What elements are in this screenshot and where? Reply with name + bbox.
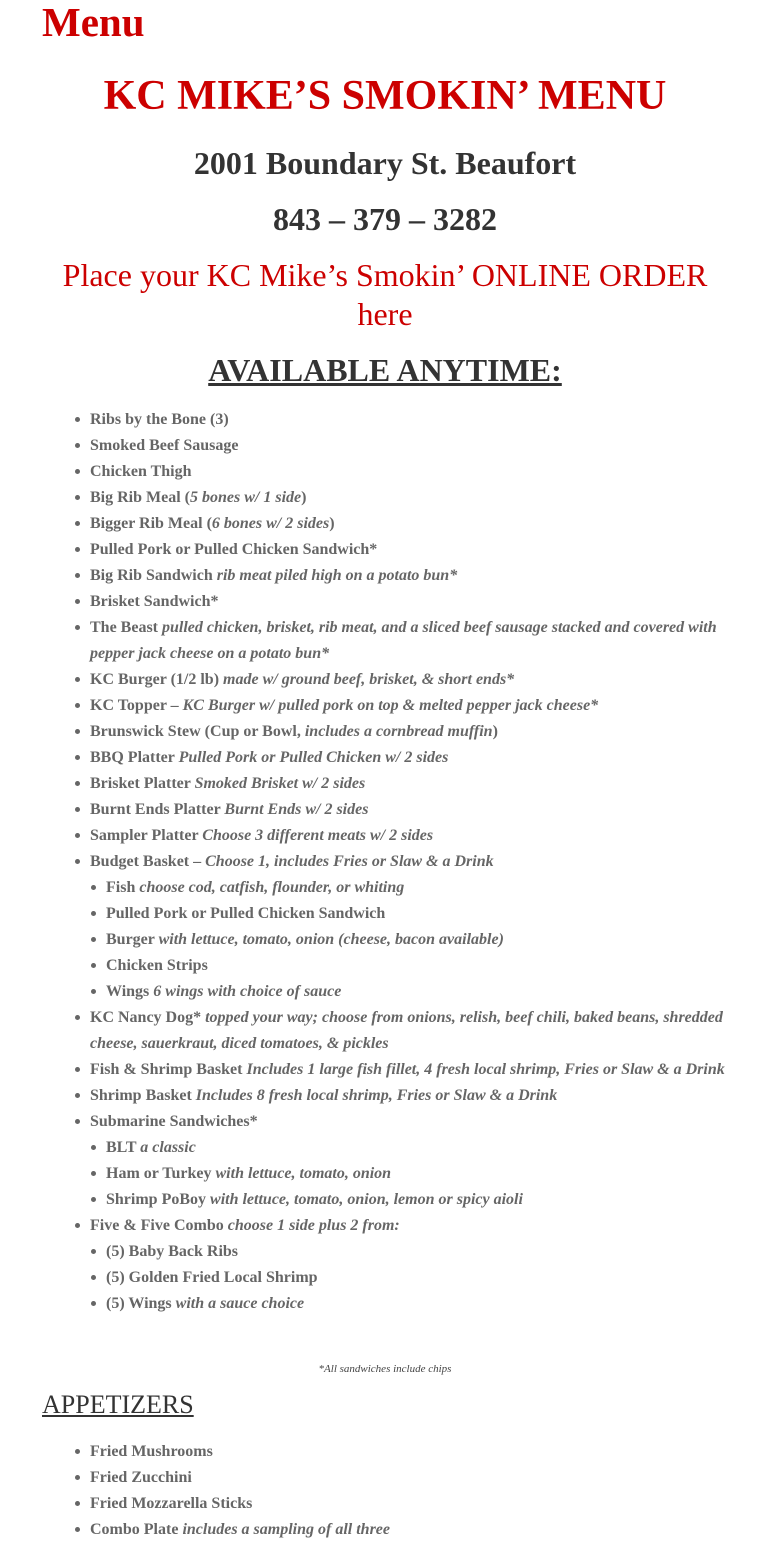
menu-item: Pulled Pork or Pulled Chicken Sandwich*: [90, 537, 735, 563]
page-heading: Menu: [42, 0, 145, 45]
address: 2001 Boundary St. Beaufort: [193, 145, 577, 181]
appetizer-item: Fried Mozzarella Sticks: [90, 1491, 735, 1517]
sub-item: Chicken Strips: [106, 953, 735, 979]
menu-item: Fish & Shrimp Basket Includes 1 large fish fillet, 4 fresh local shrimp, Fries or Slaw & a Drink: [90, 1057, 735, 1083]
menu-item: The Beast pulled chicken, brisket, rib meat, and a sliced beef sausage stacked and covered with pepper jack cheese on a potato bun*: [90, 615, 735, 667]
menu-item: Brisket Platter Smoked Brisket w/ 2 sides: [90, 771, 735, 797]
menu-item: Big Rib Sandwich rib meat piled high on a potato bun*: [90, 563, 735, 589]
menu-item-budget-basket: Budget Basket – Choose 1, includes Fries or Slaw & a Drink Fish choose cod, catfish, flounder, or whiting Pulled Pork or Pulled Chicken Sandwich Burger with lettuce, tomato, onion (cheese, bacon available) Chicken Strips Wings 6 wings with choice of sauce: [90, 849, 735, 1005]
menu-item: Brunswick Stew (Cup or Bowl, includes a cornbread muffin): [90, 719, 735, 745]
sub-item: Pulled Pork or Pulled Chicken Sandwich: [106, 901, 735, 927]
menu-item: Ribs by the Bone (3): [90, 407, 735, 433]
sub-item: (5) Baby Back Ribs: [106, 1239, 735, 1265]
sub-item: Fish choose cod, catfish, flounder, or whiting: [106, 875, 735, 901]
menu-item: Sampler Platter Choose 3 different meats w/ 2 sides: [90, 823, 735, 849]
sandwich-footnote: *All sandwiches include chips: [318, 1363, 452, 1375]
appetizer-item: Fried Zucchini: [90, 1465, 735, 1491]
menu-item: Smoked Beef Sausage: [90, 433, 735, 459]
sub-item: Burger with lettuce, tomato, onion (cheese, bacon available): [106, 927, 735, 953]
sub-item: Wings 6 wings with choice of sauce: [106, 979, 735, 1005]
phone-number[interactable]: 843 – 379 – 3282: [273, 201, 497, 237]
menu-item: BBQ Platter Pulled Pork or Pulled Chicken w/ 2 sides: [90, 745, 735, 771]
menu-title: KC MIKE’S SMOKIN’ MENU: [103, 73, 667, 119]
menu-item: Burnt Ends Platter Burnt Ends w/ 2 sides: [90, 797, 735, 823]
sub-item: Ham or Turkey with lettuce, tomato, onion: [106, 1161, 735, 1187]
section-heading-appetizers: APPETIZERS: [42, 1390, 194, 1419]
anytime-menu-list: [90, 407, 735, 1317]
appetizer-item: Combo Plate includes a sampling of all three: [90, 1517, 735, 1543]
menu-item: Shrimp Basket Includes 8 fresh local shrimp, Fries or Slaw & a Drink: [90, 1083, 735, 1109]
sub-item: BLT a classic: [106, 1135, 735, 1161]
menu-item: Brisket Sandwich*: [90, 589, 735, 615]
menu-item: Big Rib Meal (5 bones w/ 1 side): [90, 485, 735, 511]
menu-item-five-five-combo: Five & Five Combo choose 1 side plus 2 from: (5) Baby Back Ribs (5) Golden Fried Local Shrimp (5) Wings with a sauce choice: [90, 1213, 735, 1317]
sub-item: (5) Golden Fried Local Shrimp: [106, 1265, 735, 1291]
online-order-link[interactable]: Place your KC Mike’s Smokin’ ONLINE ORDER here: [62, 257, 708, 332]
menu-item: KC Burger (1/2 lb) made w/ ground beef, brisket, & short ends*: [90, 667, 735, 693]
menu-item: Chicken Thigh: [90, 459, 735, 485]
menu-item: KC Topper – KC Burger w/ pulled pork on top & melted pepper jack cheese*: [90, 693, 735, 719]
submarine-options: [90, 1135, 735, 1213]
appetizers-list: [90, 1439, 735, 1543]
appetizer-item: Fried Mushrooms: [90, 1439, 735, 1465]
sub-item: Shrimp PoBoy with lettuce, tomato, onion, lemon or spicy aioli: [106, 1187, 735, 1213]
menu-item: KC Nancy Dog* topped your way; choose from onions, relish, beef chili, baked beans, shredded cheese, sauerkraut, diced tomatoes, & pickles: [90, 1005, 735, 1057]
menu-item: Bigger Rib Meal (6 bones w/ 2 sides): [90, 511, 735, 537]
budget-basket-options: [90, 875, 735, 1005]
menu-item-submarine: Submarine Sandwiches* BLT a classic Ham or Turkey with lettuce, tomato, onion Shrimp PoBoy with lettuce, tomato, onion, lemon or spicy aioli: [90, 1109, 735, 1213]
section-heading-anytime: AVAILABLE ANYTIME:: [208, 352, 562, 388]
sub-item: (5) Wings with a sauce choice: [106, 1291, 735, 1317]
five-five-options: [90, 1239, 735, 1317]
